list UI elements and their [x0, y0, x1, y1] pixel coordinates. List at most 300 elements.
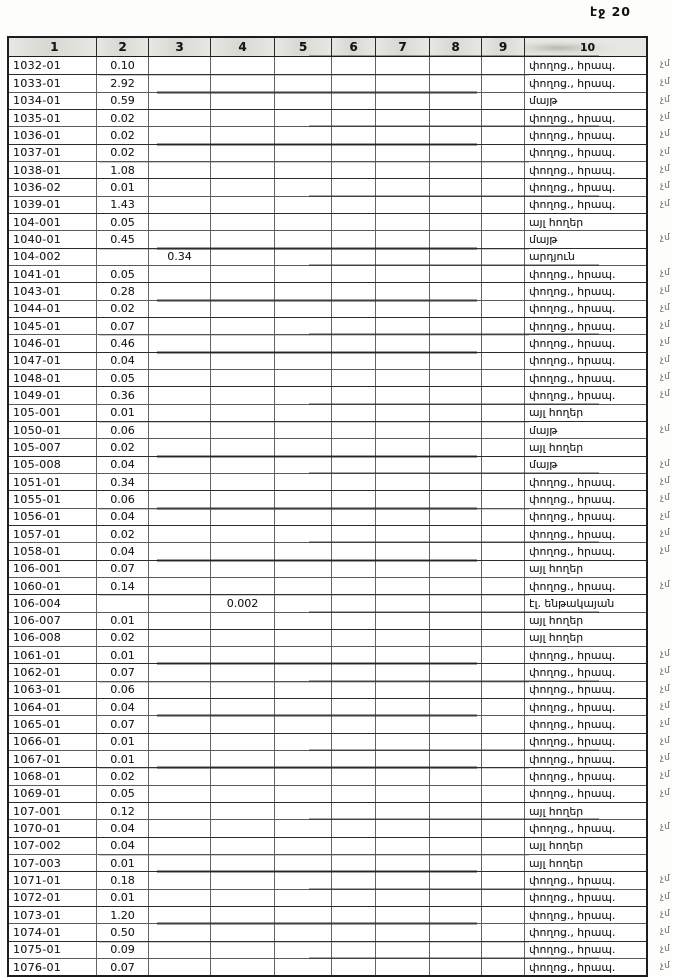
- empty-cell: [332, 907, 376, 923]
- land-table-body: [9, 57, 671, 975]
- col3-value-cell: [149, 179, 211, 195]
- margin-note: չմ: [659, 111, 671, 123]
- empty-cell: [376, 855, 430, 871]
- table-row: [9, 906, 671, 923]
- empty-cell: [332, 474, 376, 490]
- col4-value-cell: [211, 318, 275, 334]
- empty-cell: [376, 422, 430, 438]
- empty-cell: [430, 820, 482, 836]
- parcel-id-cell: 1076-01: [9, 959, 97, 975]
- col3-value-cell: [149, 890, 211, 906]
- empty-cell: [482, 768, 525, 784]
- col4-value-cell: [211, 439, 275, 455]
- empty-cell: [482, 370, 525, 386]
- land-use-cell: փողոց., հրապ.: [529, 891, 616, 905]
- empty-cell: [482, 578, 525, 594]
- empty-cell: [275, 630, 332, 646]
- col4-value-cell: [211, 75, 275, 91]
- empty-cell: [430, 301, 482, 317]
- area-value-cell: 0.01: [97, 405, 149, 421]
- empty-cell: [482, 890, 525, 906]
- margin-note: չմ: [659, 337, 671, 348]
- empty-cell: [332, 578, 376, 594]
- parcel-id-cell: 1047-01: [9, 353, 97, 369]
- empty-cell: [332, 439, 376, 455]
- land-use-cell: փողոց., հրապ.: [529, 787, 616, 801]
- margin-note: չմ: [659, 354, 671, 365]
- empty-cell: [376, 491, 430, 507]
- table-row: [9, 161, 671, 178]
- col3-value-cell: [149, 578, 211, 594]
- land-use-cell: փողոց., հրապ.: [529, 146, 616, 160]
- parcel-id-cell: 107-003: [9, 855, 97, 871]
- area-value-cell: 0.02: [97, 301, 149, 317]
- col4-value-cell: [211, 387, 275, 403]
- col3-value-cell: [149, 474, 211, 490]
- empty-cell: [376, 474, 430, 490]
- empty-cell: [430, 145, 482, 161]
- empty-cell: [482, 422, 525, 438]
- empty-cell: [275, 75, 332, 91]
- col3-value-cell: [149, 716, 211, 732]
- empty-cell: [376, 197, 430, 213]
- empty-cell: [275, 353, 332, 369]
- empty-cell: [430, 786, 482, 802]
- land-use-cell: փողոց., հրապ.: [529, 579, 616, 593]
- parcel-id-cell: 1051-01: [9, 474, 97, 490]
- land-use-cell: փողոց., հրապ.: [529, 59, 616, 73]
- area-value-cell: 0.02: [97, 439, 149, 455]
- empty-cell: [275, 335, 332, 351]
- table-row: [9, 715, 671, 732]
- empty-cell: [275, 959, 332, 975]
- table-row: [9, 594, 646, 611]
- table-row: [9, 126, 671, 143]
- empty-cell: [376, 439, 430, 455]
- empty-cell: [376, 127, 430, 143]
- col3-value-cell: [149, 457, 211, 473]
- parcel-id-cell: 104-001: [9, 214, 97, 230]
- empty-cell: [332, 335, 376, 351]
- empty-cell: [430, 75, 482, 91]
- empty-cell: [482, 664, 525, 680]
- parcel-id-cell: 1038-01: [9, 162, 97, 178]
- empty-cell: [332, 422, 376, 438]
- empty-cell: [275, 613, 332, 629]
- empty-cell: [376, 699, 430, 715]
- empty-cell: [430, 387, 482, 403]
- col4-value-cell: [211, 959, 275, 975]
- margin-note: չմ: [659, 926, 671, 937]
- table-row: [9, 785, 671, 802]
- margin-note: չմ: [659, 302, 671, 313]
- col3-value-cell: [149, 786, 211, 802]
- area-value-cell: 0.28: [97, 283, 149, 299]
- empty-cell: [430, 664, 482, 680]
- col4-value-cell: [211, 664, 275, 680]
- empty-cell: [275, 855, 332, 871]
- empty-cell: [332, 613, 376, 629]
- empty-cell: [430, 162, 482, 178]
- empty-cell: [482, 872, 525, 888]
- land-use-cell: փողոց., հրապ.: [529, 718, 616, 732]
- area-value-cell: 0.07: [97, 318, 149, 334]
- empty-cell: [332, 699, 376, 715]
- empty-cell: [275, 907, 332, 923]
- empty-cell: [332, 786, 376, 802]
- empty-cell: [275, 214, 332, 230]
- area-value-cell: 0.09: [97, 942, 149, 958]
- empty-cell: [430, 907, 482, 923]
- empty-cell: [275, 162, 332, 178]
- empty-cell: [376, 907, 430, 923]
- col4-value-cell: [211, 803, 275, 819]
- land-use-cell: այլ հողեր: [529, 856, 584, 870]
- parcel-id-cell: 1041-01: [9, 266, 97, 282]
- empty-cell: [332, 93, 376, 109]
- land-use-cell: այլ հողեր: [529, 631, 584, 645]
- area-value-cell: 0.34: [97, 474, 149, 490]
- empty-cell: [430, 578, 482, 594]
- empty-cell: [430, 509, 482, 525]
- land-use-cell: փողոց., հրապ.: [529, 198, 616, 212]
- table-row: [9, 923, 671, 940]
- area-value-cell: 0.36: [97, 387, 149, 403]
- area-value-cell: [97, 249, 149, 265]
- col4-value-cell: [211, 907, 275, 923]
- col4-value-cell: [211, 820, 275, 836]
- col3-value-cell: [149, 543, 211, 559]
- empty-cell: [430, 855, 482, 871]
- col3-value-cell: 0.34: [149, 249, 211, 265]
- col4-value-cell: [211, 457, 275, 473]
- empty-cell: [332, 197, 376, 213]
- col4-value-cell: [211, 370, 275, 386]
- parcel-id-cell: 1037-01: [9, 145, 97, 161]
- empty-cell: [430, 561, 482, 577]
- col3-value-cell: [149, 266, 211, 282]
- empty-cell: [376, 526, 430, 542]
- empty-cell: [482, 682, 525, 698]
- margin-note: չմ: [659, 198, 671, 209]
- empty-cell: [332, 405, 376, 421]
- area-value-cell: 1.20: [97, 907, 149, 923]
- empty-cell: [430, 457, 482, 473]
- empty-cell: [376, 457, 430, 473]
- parcel-id-cell: 1044-01: [9, 301, 97, 317]
- empty-cell: [376, 716, 430, 732]
- empty-cell: [430, 266, 482, 282]
- empty-cell: [376, 751, 430, 767]
- empty-cell: [376, 405, 430, 421]
- land-use-cell: փողոց., հրապ.: [529, 302, 616, 316]
- land-use-cell: փողոց., հրապ.: [529, 752, 616, 766]
- empty-cell: [482, 734, 525, 750]
- empty-cell: [332, 127, 376, 143]
- margin-note: չմ: [659, 545, 671, 556]
- empty-cell: [482, 820, 525, 836]
- empty-cell: [275, 578, 332, 594]
- parcel-id-cell: 1036-02: [9, 179, 97, 195]
- land-use-cell: փողոց., հրապ.: [529, 371, 616, 385]
- empty-cell: [332, 179, 376, 195]
- area-value-cell: 0.04: [97, 353, 149, 369]
- empty-cell: [275, 699, 332, 715]
- col3-value-cell: [149, 959, 211, 975]
- empty-cell: [430, 249, 482, 265]
- parcel-id-cell: 107-002: [9, 838, 97, 854]
- area-value-cell: 0.01: [97, 647, 149, 663]
- area-value-cell: 0.10: [97, 57, 149, 74]
- empty-cell: [332, 768, 376, 784]
- table-row: [9, 282, 671, 299]
- margin-note: չմ: [659, 770, 671, 781]
- land-use-cell: փողոց., հրապ.: [529, 492, 616, 506]
- empty-cell: [430, 872, 482, 888]
- empty-cell: [332, 595, 376, 611]
- table-row: [9, 681, 671, 698]
- parcel-id-cell: 106-007: [9, 613, 97, 629]
- col3-value-cell: [149, 127, 211, 143]
- table-row: [9, 819, 671, 836]
- empty-cell: [430, 405, 482, 421]
- empty-cell: [275, 647, 332, 663]
- table-row: [9, 767, 671, 784]
- empty-cell: [482, 630, 525, 646]
- col3-value-cell: [149, 699, 211, 715]
- table-row: [9, 508, 671, 525]
- table-row: [9, 230, 671, 247]
- area-value-cell: 0.07: [97, 664, 149, 680]
- empty-cell: [430, 439, 482, 455]
- margin-note: չմ: [659, 458, 671, 469]
- empty-cell: [482, 283, 525, 299]
- area-value-cell: 0.04: [97, 543, 149, 559]
- col3-value-cell: [149, 214, 211, 230]
- empty-cell: [275, 318, 332, 334]
- empty-cell: [482, 907, 525, 923]
- col4-value-cell: [211, 335, 275, 351]
- empty-cell: [376, 249, 430, 265]
- margin-note: չմ: [659, 389, 671, 400]
- col4-value-cell: [211, 872, 275, 888]
- parcel-id-cell: 1045-01: [9, 318, 97, 334]
- column-header-6: 6: [332, 38, 376, 56]
- empty-cell: [332, 162, 376, 178]
- land-use-cell: փողոց., հրապ.: [529, 683, 616, 697]
- empty-cell: [430, 127, 482, 143]
- empty-cell: [430, 526, 482, 542]
- parcel-id-cell: 1057-01: [9, 526, 97, 542]
- empty-cell: [482, 439, 525, 455]
- table-row: [9, 386, 671, 403]
- table-row: [9, 57, 671, 74]
- empty-cell: [275, 734, 332, 750]
- area-value-cell: 0.04: [97, 820, 149, 836]
- col3-value-cell: [149, 664, 211, 680]
- empty-cell: [376, 942, 430, 958]
- empty-cell: [482, 110, 525, 126]
- empty-cell: [332, 110, 376, 126]
- empty-cell: [482, 959, 525, 975]
- empty-cell: [376, 387, 430, 403]
- empty-cell: [482, 561, 525, 577]
- empty-cell: [482, 301, 525, 317]
- area-value-cell: 0.05: [97, 370, 149, 386]
- margin-note: չմ: [659, 683, 671, 694]
- parcel-id-cell: 1068-01: [9, 768, 97, 784]
- empty-cell: [482, 231, 525, 247]
- empty-cell: [376, 820, 430, 836]
- land-use-cell: այլ հողեր: [529, 804, 584, 818]
- col4-value-cell: [211, 924, 275, 940]
- land-use-cell: փողոց., հրապ.: [529, 510, 616, 524]
- column-header-8: 8: [430, 38, 482, 56]
- empty-cell: [332, 145, 376, 161]
- margin-note: չմ: [659, 666, 671, 677]
- table-row: [9, 438, 646, 455]
- area-value-cell: 0.14: [97, 578, 149, 594]
- empty-cell: [376, 283, 430, 299]
- col4-value-cell: [211, 405, 275, 421]
- margin-note: չմ: [659, 891, 671, 902]
- table-row: [9, 109, 671, 126]
- empty-cell: [482, 318, 525, 334]
- table-row: [9, 837, 646, 854]
- empty-cell: [332, 214, 376, 230]
- parcel-id-cell: 1050-01: [9, 422, 97, 438]
- area-value-cell: 0.04: [97, 699, 149, 715]
- parcel-id-cell: 1039-01: [9, 197, 97, 213]
- parcel-id-cell: 1048-01: [9, 370, 97, 386]
- col4-value-cell: [211, 422, 275, 438]
- land-use-cell: մայթ: [529, 94, 558, 108]
- table-row: [9, 663, 671, 680]
- table-row: [9, 248, 646, 265]
- parcel-id-cell: 1049-01: [9, 387, 97, 403]
- margin-note: չմ: [659, 58, 671, 70]
- empty-cell: [376, 595, 430, 611]
- empty-cell: [332, 353, 376, 369]
- empty-cell: [430, 751, 482, 767]
- empty-cell: [275, 405, 332, 421]
- col4-value-cell: [211, 751, 275, 767]
- column-header-4: 4: [211, 38, 275, 56]
- empty-cell: [482, 249, 525, 265]
- empty-cell: [376, 838, 430, 854]
- area-value-cell: 1.08: [97, 162, 149, 178]
- col3-value-cell: [149, 561, 211, 577]
- empty-cell: [376, 630, 430, 646]
- empty-cell: [376, 318, 430, 334]
- col4-value-cell: [211, 786, 275, 802]
- empty-cell: [332, 370, 376, 386]
- parcel-id-cell: 1058-01: [9, 543, 97, 559]
- empty-cell: [275, 249, 332, 265]
- margin-note: չմ: [659, 700, 671, 712]
- area-value-cell: 0.06: [97, 491, 149, 507]
- parcel-id-cell: 1070-01: [9, 820, 97, 836]
- land-use-cell: այլ հողեր: [529, 562, 584, 576]
- empty-cell: [430, 924, 482, 940]
- column-header-1: 1: [9, 38, 97, 56]
- table-row: [9, 542, 671, 559]
- col3-value-cell: [149, 803, 211, 819]
- empty-cell: [332, 249, 376, 265]
- land-use-cell: փողոց., հրապ.: [529, 319, 616, 333]
- land-use-cell: փողոց., հրապ.: [529, 908, 616, 922]
- col3-value-cell: [149, 353, 211, 369]
- empty-cell: [275, 820, 332, 836]
- empty-cell: [275, 838, 332, 854]
- empty-cell: [332, 75, 376, 91]
- parcel-id-cell: 1073-01: [9, 907, 97, 923]
- empty-cell: [482, 942, 525, 958]
- empty-cell: [482, 335, 525, 351]
- empty-cell: [376, 214, 430, 230]
- empty-cell: [332, 751, 376, 767]
- empty-cell: [275, 145, 332, 161]
- empty-cell: [275, 942, 332, 958]
- empty-cell: [430, 353, 482, 369]
- margin-note: չմ: [659, 510, 671, 521]
- table-row: [9, 404, 646, 421]
- empty-cell: [430, 699, 482, 715]
- empty-cell: [275, 457, 332, 473]
- col3-value-cell: [149, 613, 211, 629]
- land-use-cell: փողոց., հրապ.: [529, 336, 616, 350]
- land-use-cell: փողոց., հրապ.: [529, 943, 616, 957]
- table-row: [9, 490, 671, 507]
- table-row: [9, 941, 671, 958]
- empty-cell: [482, 803, 525, 819]
- area-value-cell: 0.07: [97, 716, 149, 732]
- empty-cell: [482, 855, 525, 871]
- empty-cell: [332, 838, 376, 854]
- table-row: [9, 698, 671, 715]
- area-value-cell: 0.07: [97, 561, 149, 577]
- table-row: [9, 352, 671, 369]
- empty-cell: [482, 509, 525, 525]
- empty-cell: [332, 509, 376, 525]
- col4-value-cell: [211, 509, 275, 525]
- table-header-row: [9, 38, 646, 57]
- empty-cell: [275, 595, 332, 611]
- col4-value-cell: [211, 526, 275, 542]
- col3-value-cell: [149, 75, 211, 91]
- land-use-cell: այլ հողեր: [529, 839, 584, 853]
- col4-value-cell: [211, 682, 275, 698]
- empty-cell: [430, 335, 482, 351]
- col3-value-cell: [149, 509, 211, 525]
- col3-value-cell: [149, 838, 211, 854]
- empty-cell: [332, 664, 376, 680]
- empty-cell: [482, 405, 525, 421]
- parcel-id-cell: 1074-01: [9, 924, 97, 940]
- empty-cell: [332, 820, 376, 836]
- col3-value-cell: [149, 370, 211, 386]
- empty-cell: [430, 716, 482, 732]
- land-use-cell: այլ հողեր: [529, 406, 584, 420]
- empty-cell: [482, 127, 525, 143]
- empty-cell: [376, 266, 430, 282]
- col4-value-cell: [211, 214, 275, 230]
- table-row: [9, 369, 671, 386]
- empty-cell: [332, 716, 376, 732]
- col4-value-cell: [211, 855, 275, 871]
- margin-note: չմ: [659, 129, 671, 140]
- area-value-cell: 0.12: [97, 803, 149, 819]
